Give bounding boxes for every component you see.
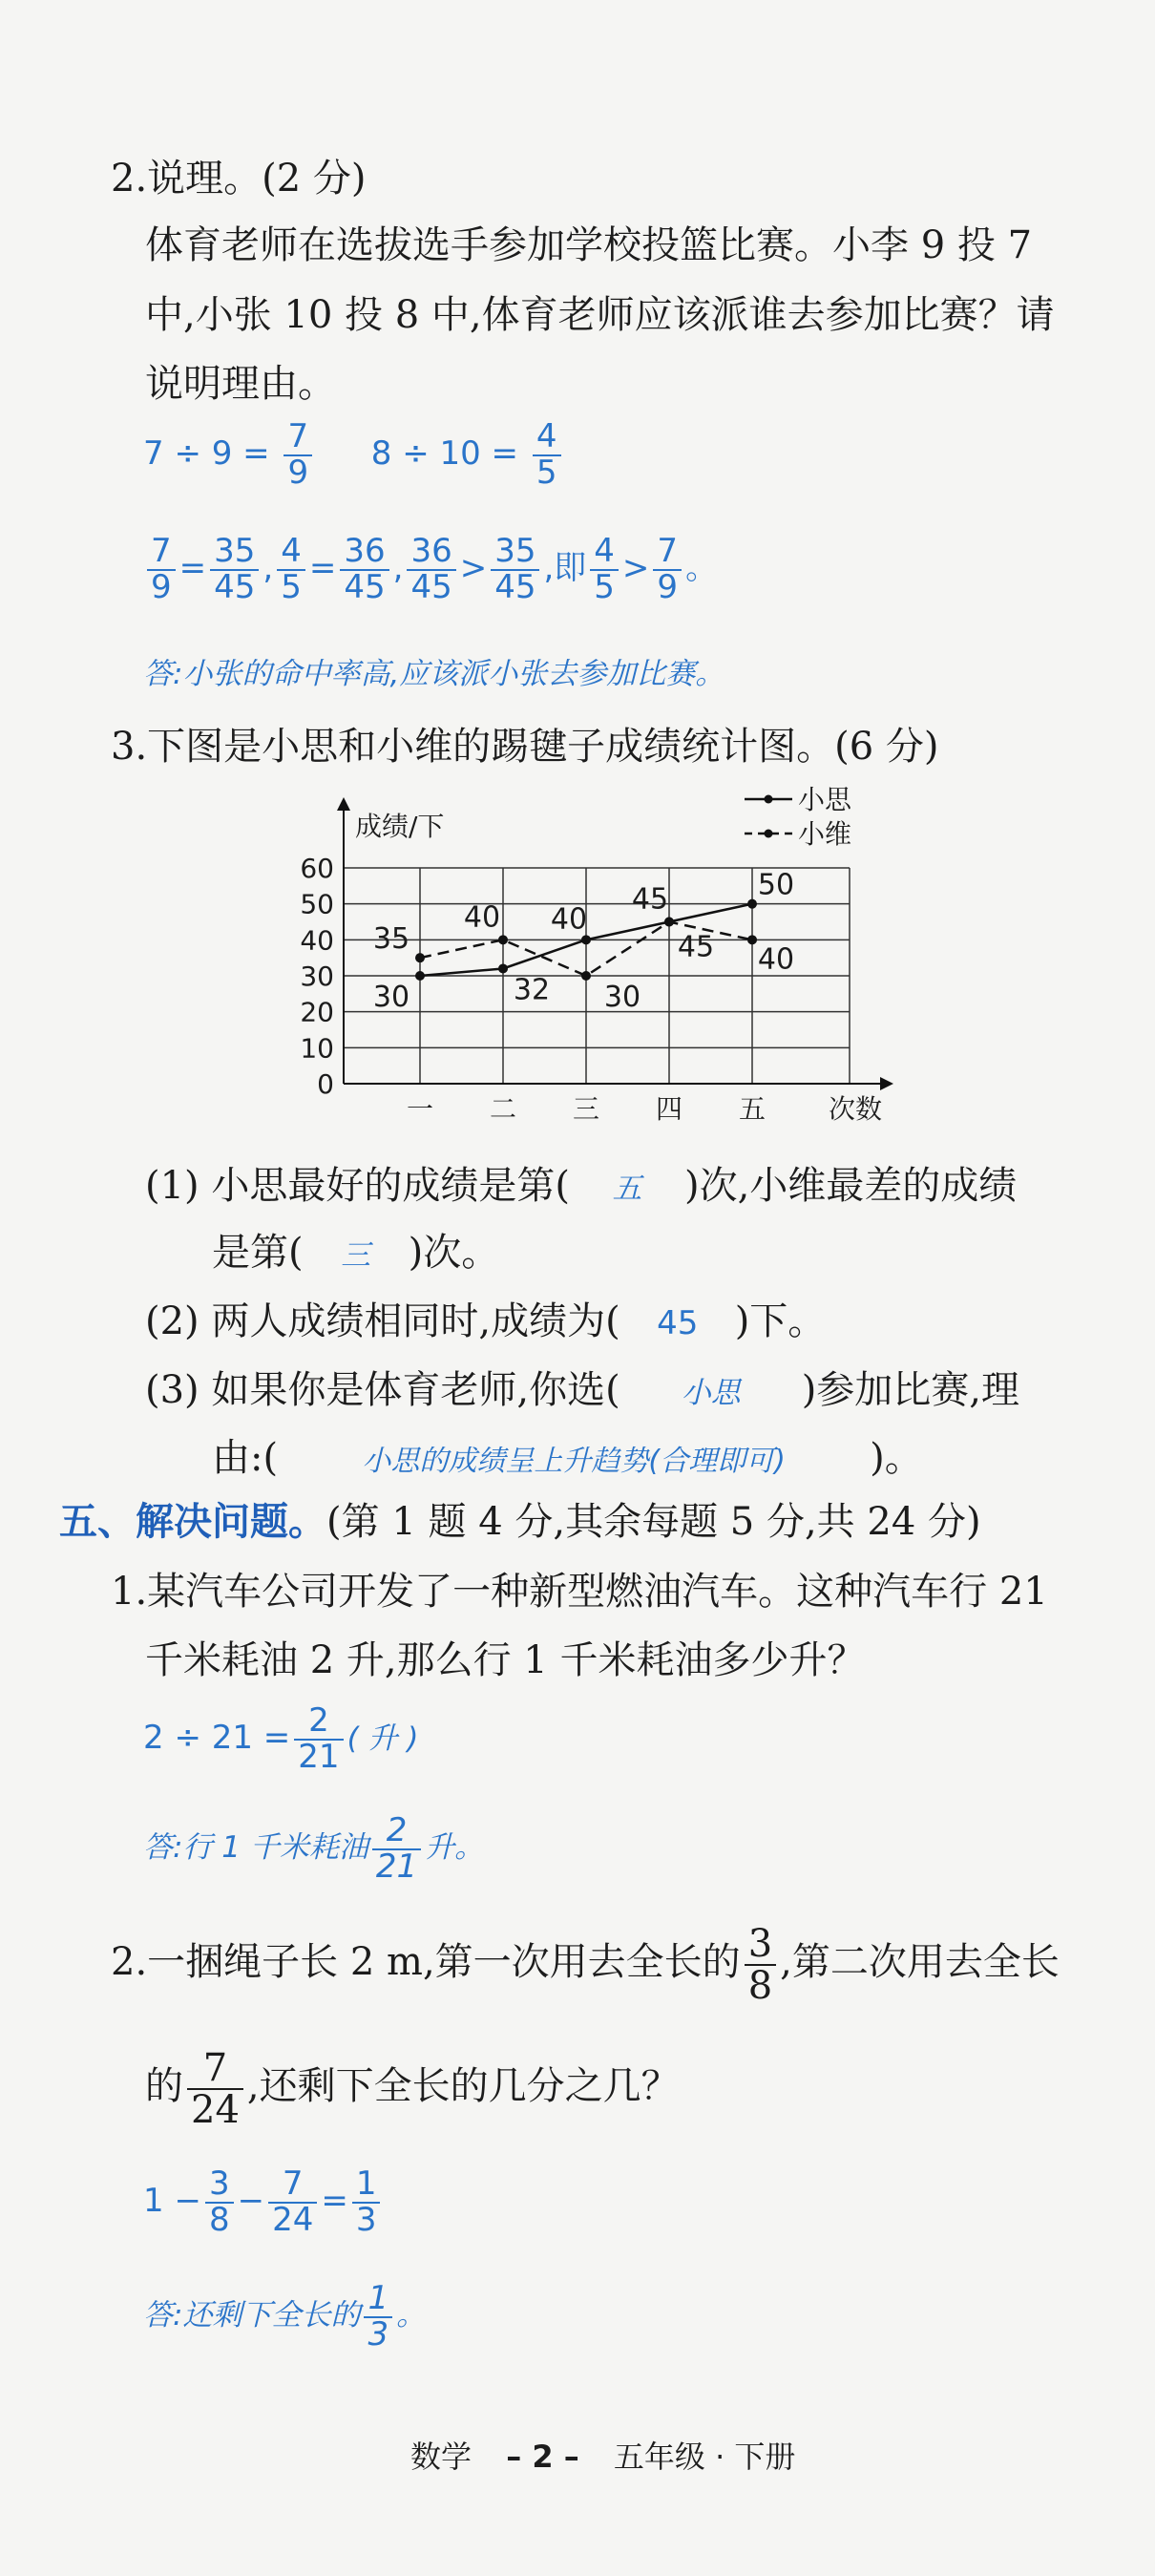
y-tick-label: 40 <box>300 924 334 957</box>
data-point <box>747 935 757 944</box>
fraction: $\frac{2}{21}$ <box>372 1814 421 1884</box>
legend-marker <box>765 795 773 804</box>
text: )参加比赛,理 <box>801 1368 1020 1412</box>
answer-blank: 45 <box>657 1304 699 1342</box>
answer-blank: 小思的成绩呈上升趋势(合理即可) <box>362 1445 786 1478</box>
calc-text: 8 ÷ 10 = <box>370 434 519 474</box>
fraction: $\frac{4}{5}$ <box>533 420 561 490</box>
data-label: 40 <box>463 900 501 935</box>
fraction: $\frac{4}{5}$ <box>277 535 305 604</box>
footer-grade: 五年级 · 下册 <box>613 2439 796 2475</box>
footer <box>410 2433 795 2477</box>
data-point <box>498 935 508 944</box>
footer-page: – 2 – <box>506 2439 579 2475</box>
data-label: 40 <box>757 942 795 977</box>
q3-part-3-line-2 <box>212 1427 923 1482</box>
q2-calc-line-1 <box>143 417 565 492</box>
y-axis-arrow <box>337 797 350 811</box>
y-axis-label: 成绩/下 <box>355 811 445 842</box>
x-tick-label: 三 <box>572 1093 600 1125</box>
data-label: 32 <box>513 973 551 1007</box>
y-tick-label: 60 <box>300 853 334 884</box>
answer-blank: 五 <box>612 1172 642 1206</box>
section-title: 五、解决问题。 <box>59 1500 326 1544</box>
line-chart <box>286 778 916 1131</box>
text: )下。 <box>734 1299 827 1343</box>
q2-calc-line-2: $\frac{7}{9}$ = $\frac{35}{45}$ , $\frac{4}{5}$ = $\frac{36}{45}$ , $\frac{36}{45}$ > $\frac{35}{45}$ ,即 $\frac{4}{5}$ > $\frac{7}{9}$ 。 <box>143 535 718 604</box>
x-tick-label: 二 <box>489 1093 517 1125</box>
fraction: $\frac{4}{5}$ <box>590 535 619 604</box>
y-tick-label: 30 <box>300 961 334 992</box>
data-point <box>747 899 757 909</box>
data-label: 45 <box>677 930 715 964</box>
text: (2) 两人成绩相同时,成绩为( <box>145 1299 620 1343</box>
p2-line-2: 的 $\frac{7}{24}$ ,还剩下全长的几分之几？ <box>145 2046 680 2132</box>
p2-answer: 答:还剩下全长的 $\frac{1}{3}$ 。 <box>143 2279 427 2354</box>
x-axis-arrow <box>880 1077 893 1090</box>
q2-title: 2.说理。(2 分) <box>111 157 367 201</box>
calc-text: 7 ÷ 9 = <box>143 434 270 474</box>
q3-title: 3.下图是小思和小维的踢毽子成绩统计图。(6 分) <box>111 725 939 769</box>
q2-line-3: 说明理由。 <box>145 362 336 406</box>
p1-calc: 2 ÷ 21 = $\frac{2}{21}$ ( 升 ) <box>143 1701 419 1776</box>
data-label: 35 <box>372 922 410 957</box>
p1-line-1: 1.某汽车公司开发了一种新型燃油汽车。这种汽车行 21 <box>111 1570 1048 1614</box>
data-label: 45 <box>631 882 669 917</box>
answer-blank: 三 <box>341 1238 371 1273</box>
fraction: $\frac{1}{3}$ <box>364 2282 392 2352</box>
q3-part-1-line-1 <box>145 1155 1017 1210</box>
legend-marker <box>765 830 773 838</box>
fraction: $\frac{3}{8}$ <box>745 1924 776 2006</box>
fraction: $\frac{35}{45}$ <box>210 535 259 604</box>
q2-line-2: 中,小张 10 投 8 中,体育老师应该派谁去参加比赛？请 <box>145 293 1055 337</box>
footer-subject: 数学 <box>410 2439 472 2475</box>
text: (3) 如果你是体育老师,你选( <box>145 1368 620 1412</box>
text: )。 <box>870 1436 923 1480</box>
data-label: 30 <box>372 981 410 1014</box>
section-5-heading <box>59 1491 981 1546</box>
fraction: $\frac{2}{21}$ <box>294 1704 343 1774</box>
q2-line-1: 体育老师在选拔选手参加学校投篮比赛。小李 9 投 7 <box>145 223 1033 267</box>
fraction: $\frac{7}{24}$ <box>187 2048 243 2130</box>
q3-part-3-line-1 <box>145 1360 1019 1414</box>
text: )次。 <box>408 1231 500 1275</box>
data-label: 40 <box>550 902 588 937</box>
p1-answer: 答:行 1 千米耗油 $\frac{2}{21}$ 升。 <box>143 1811 485 1886</box>
legend <box>745 784 852 850</box>
data-point <box>664 918 674 927</box>
p2-line-1: 2.一捆绳子长 2 m,第一次用去全长的 $\frac{3}{8}$ ,第二次用去全长 <box>111 1922 1060 2008</box>
text: (1) 小思最好的成绩是第( <box>145 1164 570 1208</box>
data-point <box>415 953 425 962</box>
data-point <box>581 935 591 944</box>
fraction: $\frac{7}{9}$ <box>653 535 682 604</box>
fraction: $\frac{7}{24}$ <box>268 2167 317 2237</box>
data-point <box>415 971 425 981</box>
fraction: $\frac{3}{8}$ <box>205 2167 234 2237</box>
data-label: 50 <box>757 868 795 902</box>
text: )次,小维最差的成绩 <box>683 1164 1018 1208</box>
fraction: $\frac{7}{9}$ <box>147 535 176 604</box>
y-tick-label: 0 <box>317 1068 334 1100</box>
y-tick-label: 20 <box>300 996 334 1028</box>
fraction: $\frac{1}{3}$ <box>352 2167 381 2237</box>
x-tick-label: 五 <box>738 1093 766 1125</box>
x-axis-label: 次数 <box>829 1093 883 1125</box>
fraction: $\frac{36}{45}$ <box>407 535 455 604</box>
x-tick-label: 四 <box>655 1093 683 1125</box>
q3-part-1-line-2 <box>212 1222 499 1277</box>
y-tick-label: 50 <box>300 888 334 920</box>
text: 是第( <box>212 1231 304 1275</box>
legend-label: 小维 <box>798 818 852 850</box>
fraction: $\frac{7}{9}$ <box>284 420 312 490</box>
x-tick-label: 一 <box>406 1093 434 1125</box>
q3-part-2 <box>145 1291 826 1345</box>
fraction: $\frac{35}{45}$ <box>491 535 539 604</box>
data-label: 30 <box>603 981 641 1014</box>
p1-line-2: 千米耗油 2 升,那么行 1 千米耗油多少升？ <box>145 1638 866 1682</box>
fraction: $\frac{36}{45}$ <box>340 535 388 604</box>
data-point <box>581 971 591 981</box>
q2-answer: 答:小张的命中率高,应该派小张去参加比赛。 <box>143 657 725 691</box>
y-tick-label: 10 <box>300 1032 334 1065</box>
legend-label: 小思 <box>798 784 852 815</box>
text: 由:( <box>212 1436 279 1480</box>
answer-blank: 小思 <box>681 1376 741 1410</box>
section-score: (第 1 题 4 分,其余每题 5 分,共 24 分) <box>326 1500 981 1544</box>
data-point <box>498 963 508 973</box>
p2-calc: 1 − $\frac{3}{8}$ − $\frac{7}{24}$ = $\frac{1}{3}$ <box>143 2167 384 2237</box>
